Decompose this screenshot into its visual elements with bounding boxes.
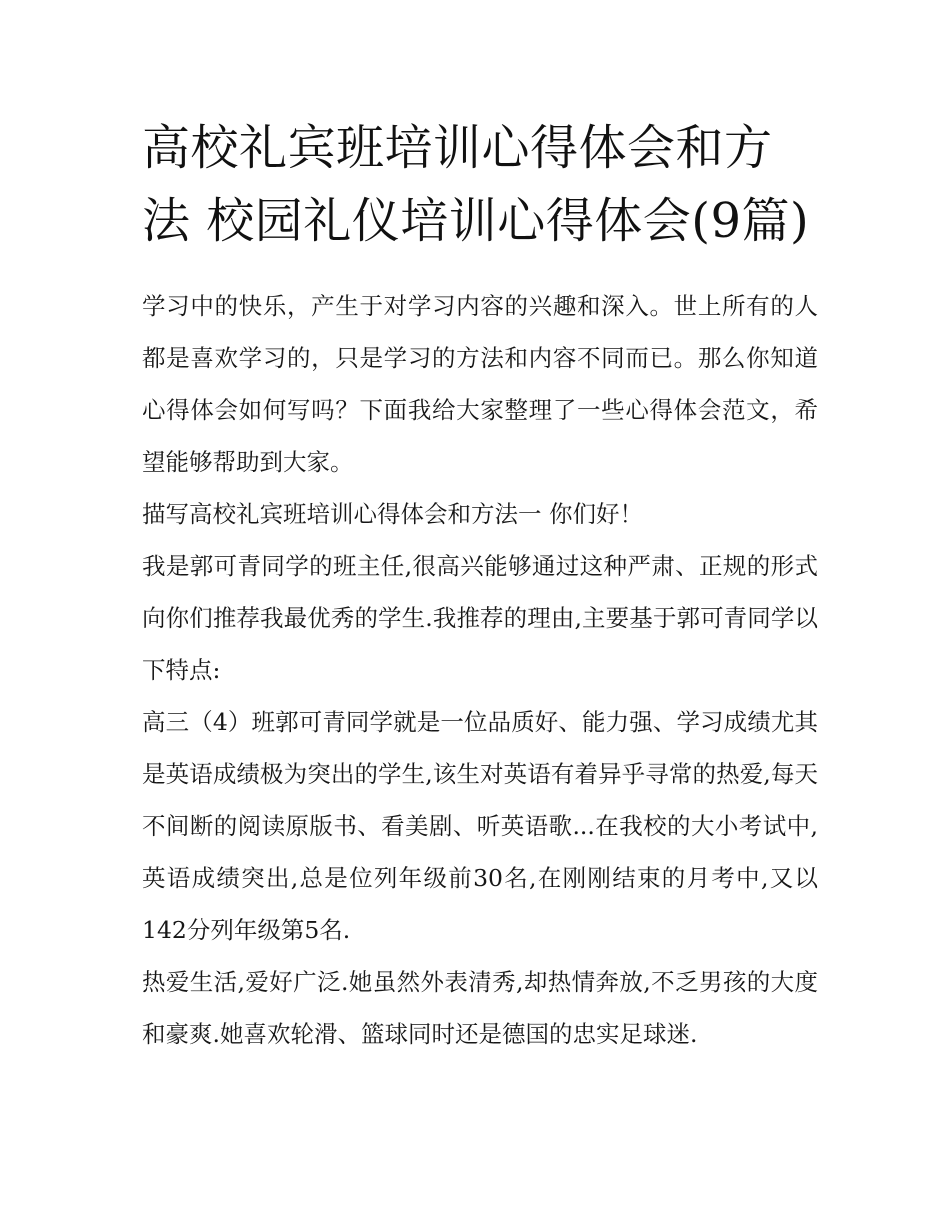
paragraph-hobbies: 热爱生活,爱好广泛.她虽然外表清秀,却热情奔放,不乏男孩的大度和豪爽.她喜欢轮滑、篮球同时还是德国的忠实足球迷. <box>142 968 818 1048</box>
paragraph-section-heading: 描写高校礼宾班培训心得体会和方法一 你们好！ <box>142 500 643 528</box>
paragraph-intro: 学习中的快乐，产生于对学习内容的兴趣和深入。世上所有的人都是喜欢学习的，只是学习的方法和内容不同而已。那么你知道心得体会如何写吗？下面我给大家整理了一些心得体会范文，希望能够帮助到大家。 <box>142 292 818 476</box>
paragraph-recommendation: 我是郭可青同学的班主任,很高兴能够通过这种严肃、正规的形式向你们推荐我最优秀的学生.我推荐的理由,主要基于郭可青同学以下特点: <box>142 552 818 684</box>
paragraph-student-profile: 高三（4）班郭可青同学就是一位品质好、能力强、学习成绩尤其是英语成绩极为突出的学生,该生对英语有着异乎寻常的热爱,每天不间断的阅读原版书、看美剧、听英语歌...在我校的大小考试中,英语成绩突出,总是位列年级前30名,在刚刚结束的月考中,又以142分列年级第5名. <box>142 708 818 944</box>
document-title: 高校礼宾班培训心得体会和方法 校园礼仪培训心得体会(9篇) <box>142 120 810 249</box>
document-body <box>142 280 818 1060</box>
document-page <box>142 112 818 1060</box>
